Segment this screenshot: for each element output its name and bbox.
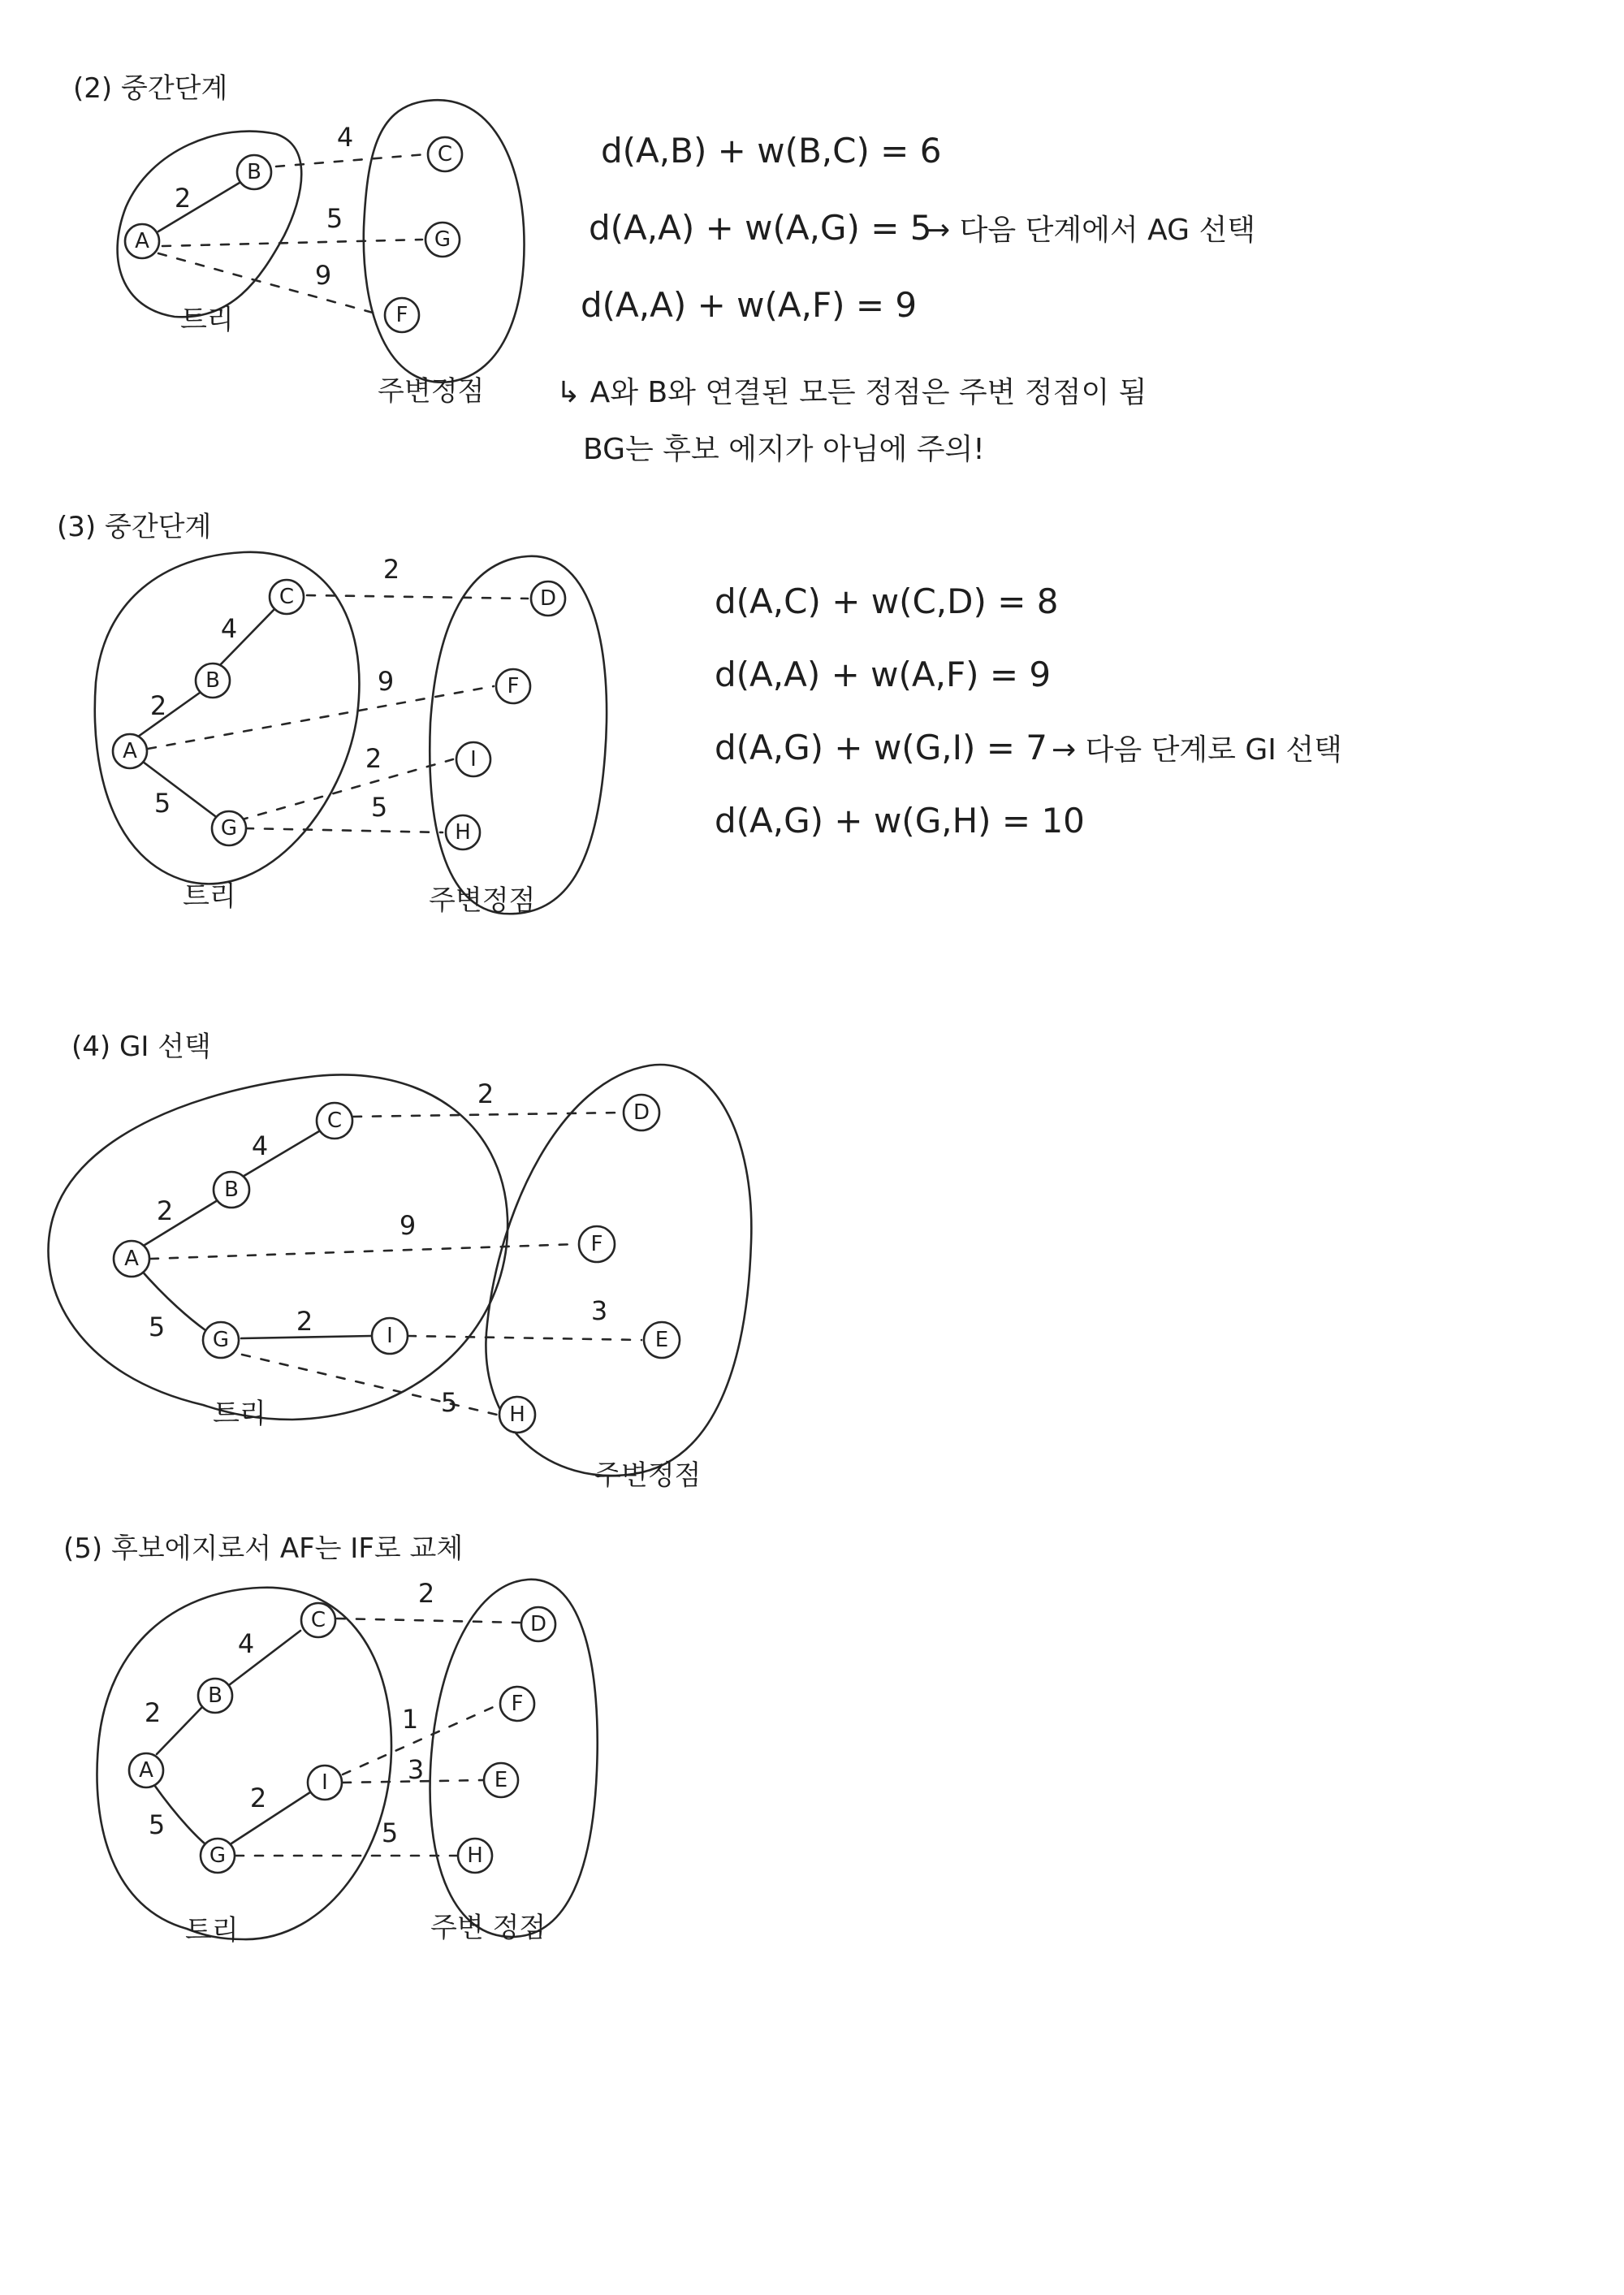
section-3-tree-label: 트리	[183, 880, 236, 913]
section-5-node-a	[129, 1753, 163, 1787]
svg-text:I: I	[322, 1770, 328, 1795]
section-3-edge-gi	[240, 759, 453, 820]
section-3-equation-3: d(A,G) + w(G,I) = 7	[715, 728, 1047, 767]
section-2-equation-2: d(A,A) + w(A,G) = 5	[589, 208, 932, 248]
svg-text:F: F	[507, 674, 520, 698]
section-4-node-f	[579, 1226, 615, 1262]
section-5-edge-gi	[231, 1791, 313, 1843]
section-3-weight-gi: 2	[365, 743, 382, 774]
section-4-node-c	[317, 1103, 352, 1139]
section-2-node-a	[125, 224, 159, 258]
svg-text:E: E	[494, 1768, 508, 1792]
section-4-title: (4) GI 선택	[71, 1031, 211, 1063]
svg-text:C: C	[310, 1608, 326, 1632]
section-4-fringe-label: 주변정점	[594, 1459, 702, 1492]
section-3-edge-cd	[307, 595, 528, 599]
section-3-node-g	[212, 811, 246, 845]
svg-text:B: B	[208, 1683, 222, 1708]
section-3-node-h	[446, 815, 480, 849]
section-4-weight-ie: 3	[590, 1295, 608, 1326]
section-3-node-a	[113, 734, 147, 768]
section-3-node-c	[270, 580, 304, 614]
section-3-weight-ab: 2	[149, 690, 167, 721]
section-2-node-f	[385, 298, 419, 332]
svg-text:F: F	[590, 1232, 603, 1256]
section-5-fringe-boundary	[430, 1580, 598, 1937]
section-3-weight-af: 9	[377, 666, 395, 697]
svg-text:A: A	[135, 229, 149, 253]
section-3	[57, 511, 1342, 917]
svg-text:D: D	[529, 1612, 547, 1636]
section-4-weight-cd: 2	[477, 1078, 495, 1109]
section-4-weight-bc: 4	[251, 1130, 269, 1161]
section-5-tree-label: 트리	[185, 1914, 239, 1947]
section-4-node-g	[203, 1322, 239, 1358]
section-2-weight-ab: 2	[174, 183, 192, 214]
svg-text:B: B	[247, 160, 261, 184]
svg-text:G: G	[212, 1328, 230, 1352]
section-3-equation-2: d(A,A) + w(A,F) = 9	[715, 655, 1052, 694]
section-4-edge-ab	[138, 1200, 218, 1249]
section-4-weight-gh: 5	[440, 1387, 458, 1418]
section-5-edge-cd	[337, 1619, 520, 1623]
section-5-weight-gi: 2	[249, 1783, 267, 1813]
section-3-weight-cd: 2	[382, 554, 400, 585]
svg-text:C: C	[326, 1109, 343, 1133]
section-4-tree-label: 트리	[213, 1398, 266, 1430]
svg-text:A: A	[123, 739, 137, 763]
section-3-weight-ag: 5	[153, 788, 171, 819]
svg-text:G: G	[220, 816, 238, 841]
section-5-weight-gh: 5	[381, 1817, 399, 1848]
section-2-edge-ag	[162, 240, 422, 246]
section-4-weight-ag: 5	[148, 1312, 166, 1342]
section-5-node-b	[198, 1679, 232, 1713]
section-5-node-d	[521, 1607, 555, 1641]
section-3-title: (3) 중간단계	[57, 511, 212, 543]
section-3-edge-ag	[140, 759, 215, 816]
section-3-fringe-boundary	[430, 556, 607, 914]
section-2-tree-label: 트리	[180, 304, 234, 336]
section-2-node-c	[428, 137, 462, 171]
section-2-note-1: ↳ A와 B와 연결된 모든 정점은 주변 정점이 됨	[556, 376, 1147, 409]
section-2-weight-bc: 4	[336, 122, 354, 153]
section-4-node-h	[499, 1397, 535, 1433]
section-5-edge-ab	[157, 1708, 201, 1754]
svg-text:H: H	[509, 1402, 525, 1427]
section-3-weight-gh: 5	[370, 792, 388, 823]
svg-text:C: C	[437, 142, 453, 166]
svg-text:I: I	[387, 1324, 393, 1348]
section-3-fringe-label: 주변정점	[429, 884, 536, 917]
svg-text:F: F	[395, 303, 408, 327]
section-4-node-e	[644, 1322, 680, 1358]
section-2-arrow-note: → 다음 단계에서 AG 선택	[926, 214, 1256, 247]
section-5-weight-ie: 3	[407, 1754, 425, 1785]
section-2-note-2: BG는 후보 에지가 아님에 주의!	[583, 433, 985, 466]
section-2-weight-af: 9	[314, 260, 332, 291]
section-5-node-g	[201, 1839, 235, 1873]
section-4-edge-af	[150, 1244, 577, 1259]
section-5-node-e	[484, 1763, 518, 1797]
svg-text:A: A	[139, 1758, 153, 1783]
section-2	[73, 72, 1255, 466]
section-5	[63, 1532, 598, 1947]
section-5-title: (5) 후보에지로서 AF는 IF로 교체	[63, 1532, 464, 1565]
section-4-edge-cd	[353, 1113, 621, 1117]
svg-text:H: H	[455, 820, 471, 845]
section-3-edge-ab	[132, 689, 205, 741]
section-3-node-b	[196, 663, 230, 698]
section-5-weight-ab: 2	[144, 1697, 162, 1728]
section-4-weight-ab: 2	[156, 1195, 174, 1226]
section-2-edge-ab	[158, 183, 240, 231]
section-5-fringe-label: 주변 정점	[430, 1912, 546, 1944]
section-2-node-g	[425, 223, 460, 257]
section-5-weight-bc: 4	[237, 1628, 255, 1659]
svg-text:B: B	[224, 1178, 239, 1202]
section-5-weight-if: 1	[401, 1704, 419, 1735]
svg-text:I: I	[470, 747, 477, 771]
section-3-node-i	[456, 742, 490, 776]
section-5-node-f	[500, 1687, 534, 1721]
section-3-node-f	[496, 669, 530, 703]
section-3-edge-af	[148, 686, 494, 749]
section-4-weight-af: 9	[399, 1210, 417, 1241]
section-2-node-b	[237, 155, 271, 189]
section-2-weight-ag: 5	[326, 203, 343, 234]
section-4-node-d	[624, 1095, 659, 1130]
section-4	[49, 1031, 752, 1492]
section-4-node-a	[114, 1241, 149, 1277]
svg-text:B: B	[205, 668, 220, 693]
section-5-weight-ag: 5	[148, 1809, 166, 1840]
svg-text:D: D	[539, 586, 557, 611]
section-4-weight-gi: 2	[296, 1306, 313, 1337]
svg-text:H: H	[467, 1843, 483, 1868]
svg-text:D: D	[633, 1100, 650, 1125]
svg-text:A: A	[124, 1247, 139, 1271]
section-4-node-b	[214, 1172, 249, 1208]
section-3-equation-1: d(A,C) + w(C,D) = 8	[715, 581, 1059, 621]
section-5-node-i	[308, 1766, 342, 1800]
section-4-edge-ie	[408, 1336, 641, 1340]
section-2-equation-1: d(A,B) + w(B,C) = 6	[601, 131, 942, 171]
svg-text:C: C	[279, 585, 295, 609]
svg-text:E: E	[654, 1328, 669, 1352]
section-3-equation-4: d(A,G) + w(G,H) = 10	[715, 801, 1085, 841]
section-3-node-d	[531, 581, 565, 616]
section-4-node-i	[372, 1318, 408, 1354]
svg-text:F: F	[511, 1692, 524, 1716]
section-3-edge-gh	[245, 828, 443, 832]
svg-text:G: G	[209, 1843, 227, 1868]
section-3-weight-bc: 4	[220, 613, 238, 644]
svg-text:G: G	[434, 227, 451, 252]
section-5-node-h	[458, 1839, 492, 1873]
section-5-node-c	[301, 1603, 335, 1637]
section-2-fringe-label: 주변정점	[378, 375, 485, 408]
section-3-arrow-note: → 다음 단계로 GI 선택	[1052, 733, 1342, 767]
section-5-weight-cd: 2	[417, 1578, 435, 1609]
section-2-title: (2) 중간단계	[73, 72, 228, 105]
section-2-equation-3: d(A,A) + w(A,F) = 9	[581, 285, 918, 325]
